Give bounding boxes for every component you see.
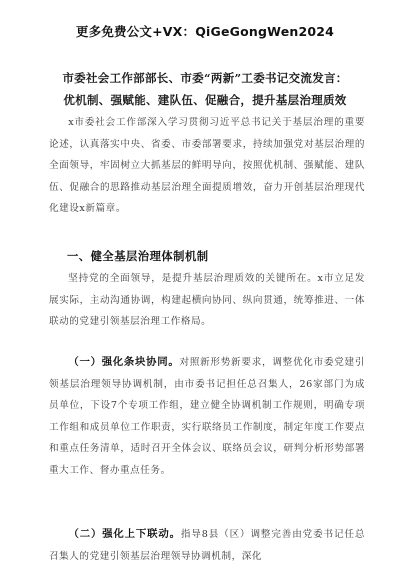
document-title-line-1: 市委社会工作部部长、市委“两新”工委书记交流发言： [62,71,348,85]
intro-paragraph: x市委社会工作部深入学习贯彻习近平总书记关于基层治理的重要论述，认真落实中央、省委、市委部署要求，持续加强党对基层治理的全面领导，牢固树立大抓基层的鲜明导向，按照优机制、强赋能、建队伍、促融合的思路推动基层治理全面提质增效，奋力开创基层治理现代化建设x新篇章。 [49,117,365,214]
watermark-text: 更多免费公文+VX：QiGeGongWen2024 [75,24,335,39]
subsection-1-heading: （一）强化条块协同。 [68,356,180,368]
subsection-1-text: 对照新形势新要求，调整优化市委党建引领基层治理领导协调机制，由市委书记担任总召集人，26家部门为成员单位，下设7个专项工作组，建立健全协调机制工作规则，明确专项工作组和成员单位工作职责，实行联络员工作制度，制定年度工作要点和重点任务清单，适时召开全体会议、联络员会议，研判分析形势部署重大工作、督办重点任务。 [49,357,365,476]
subsection-1-paragraph [49,352,365,481]
section-1-heading: 一、健全基层治理体制机制 [67,249,209,263]
document-title-line-2: 优机制、强赋能、建队伍、促融合，提升基层治理质效 [63,93,347,107]
subsection-2-heading: （二）强化上下联动。 [68,528,181,540]
section-1-intro-paragraph: 坚持党的全面领导，是提升基层治理质效的关键所在。x市立足发展实际，主动沟通协调，构建起横向协同、纵向贯通，统筹推进、一体联动的党建引领基层治理工作格局。 [49,273,365,327]
subsection-2-paragraph [49,524,365,567]
subsection-2-text: 指导8县（区）调整完善由党委书记任总召集人的党建引领基层治理领导协调机制，深化 [49,529,365,562]
